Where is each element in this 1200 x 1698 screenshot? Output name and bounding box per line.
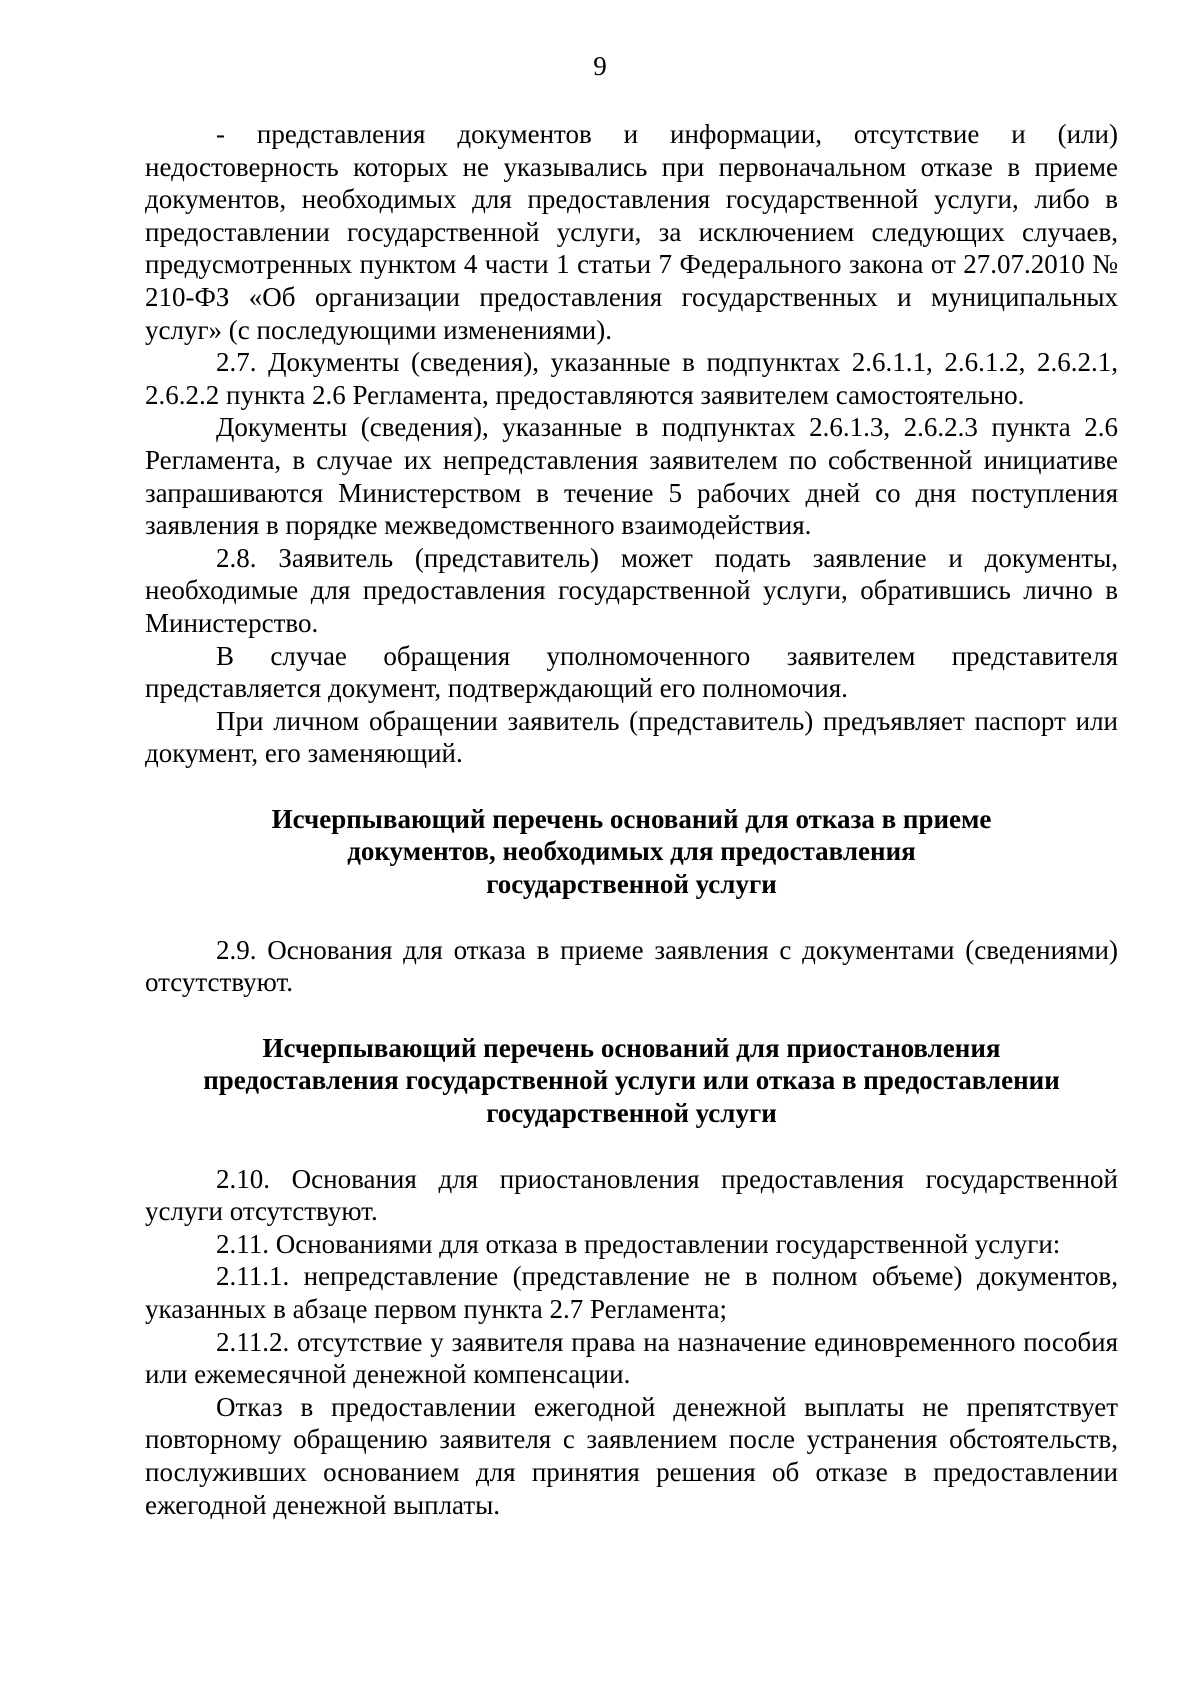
paragraph-2-10: 2.10. Основания для приостановления предоставления государственной услуги отсутствуют. [145, 1163, 1118, 1227]
heading-line: Исчерпывающий перечень оснований для отказа в приеме [271, 803, 992, 834]
paragraph-2-11-1: 2.11.1. непредставление (представление не в полном объеме) документов, указанных в абзаце первом пункта 2.7 Регламента; [145, 1261, 1118, 1324]
paragraph-authorized-representative: В случае обращения уполномоченного заявителем представителя представляется документ, подтверждающий его полномочия. [145, 640, 1118, 704]
page-number: 9 [593, 51, 607, 81]
paragraph-refusal-annual-payment: Отказ в предоставлении ежегодной денежной выплаты не препятствует повторному обращению заявителя с заявлением после устранения обстоятельств, послуживших основанием для принятия решения об отказе в предоставлении ежегодной денежной выплаты. [145, 1391, 1118, 1520]
paragraph-representation-documents: - представления документов и информации, отсутствие и (или) недостоверность которых не указывались при первоначальном отказе в приеме документов, необходимых для предоставления государственной услуги, либо в предоставлении государственной услуги, за исключением следующих случаев, предусмотренных пунктом 4 части 1 статьи 7 Федерального закона от 27.07.2010 № 210-ФЗ «Об организации предоставления государственных и муниципальных услуг» (с последующими изменениями). [145, 119, 1118, 345]
paragraph-2-8: 2.8. Заявитель (представитель) может подать заявление и документы, необходимые для предоставления государственной услуги, обратившись лично в Министерство. [145, 542, 1118, 638]
section-heading-refusal-acceptance [145, 803, 1118, 901]
paragraph-2-11: 2.11. Основаниями для отказа в предоставлении государственной услуги: [216, 1228, 1061, 1259]
paragraph-2-7: 2.7. Документы (сведения), указанные в подпунктах 2.6.1.1, 2.6.1.2, 2.6.2.1, 2.6.2.2 пункта 2.6 Регламента, предоставляются заявителем самостоятельно. [145, 347, 1118, 410]
document-body [145, 118, 1118, 1521]
heading-line: документов, необходимых для предоставления [347, 836, 916, 867]
heading-line: предоставления государственной услуги или отказа в предоставлении [203, 1065, 1060, 1096]
section-heading-suspension-refusal [145, 1032, 1118, 1130]
heading-line: государственной услуги [486, 1098, 777, 1129]
heading-line: Исчерпывающий перечень оснований для приостановления [262, 1032, 1001, 1063]
paragraph-documents-interagency: Документы (сведения), указанные в подпунктах 2.6.1.3, 2.6.2.3 пункта 2.6 Регламента, в случае их непредставления заявителем по собственной инициативе запрашиваются Министерством в течение 5 рабочих дней со дня поступления заявления в порядке межведомственного взаимодействия. [145, 412, 1118, 541]
paragraph-personal-appeal: При личном обращении заявитель (представитель) предъявляет паспорт или документ, его заменяющий. [145, 705, 1118, 769]
paragraph-2-11-2: 2.11.2. отсутствие у заявителя права на назначение единовременного пособия или ежемесячной денежной компенсации. [145, 1326, 1118, 1390]
heading-line: государственной услуги [486, 869, 777, 900]
paragraph-2-9: 2.9. Основания для отказа в приеме заявления с документами (сведениями) отсутствуют. [145, 934, 1118, 998]
